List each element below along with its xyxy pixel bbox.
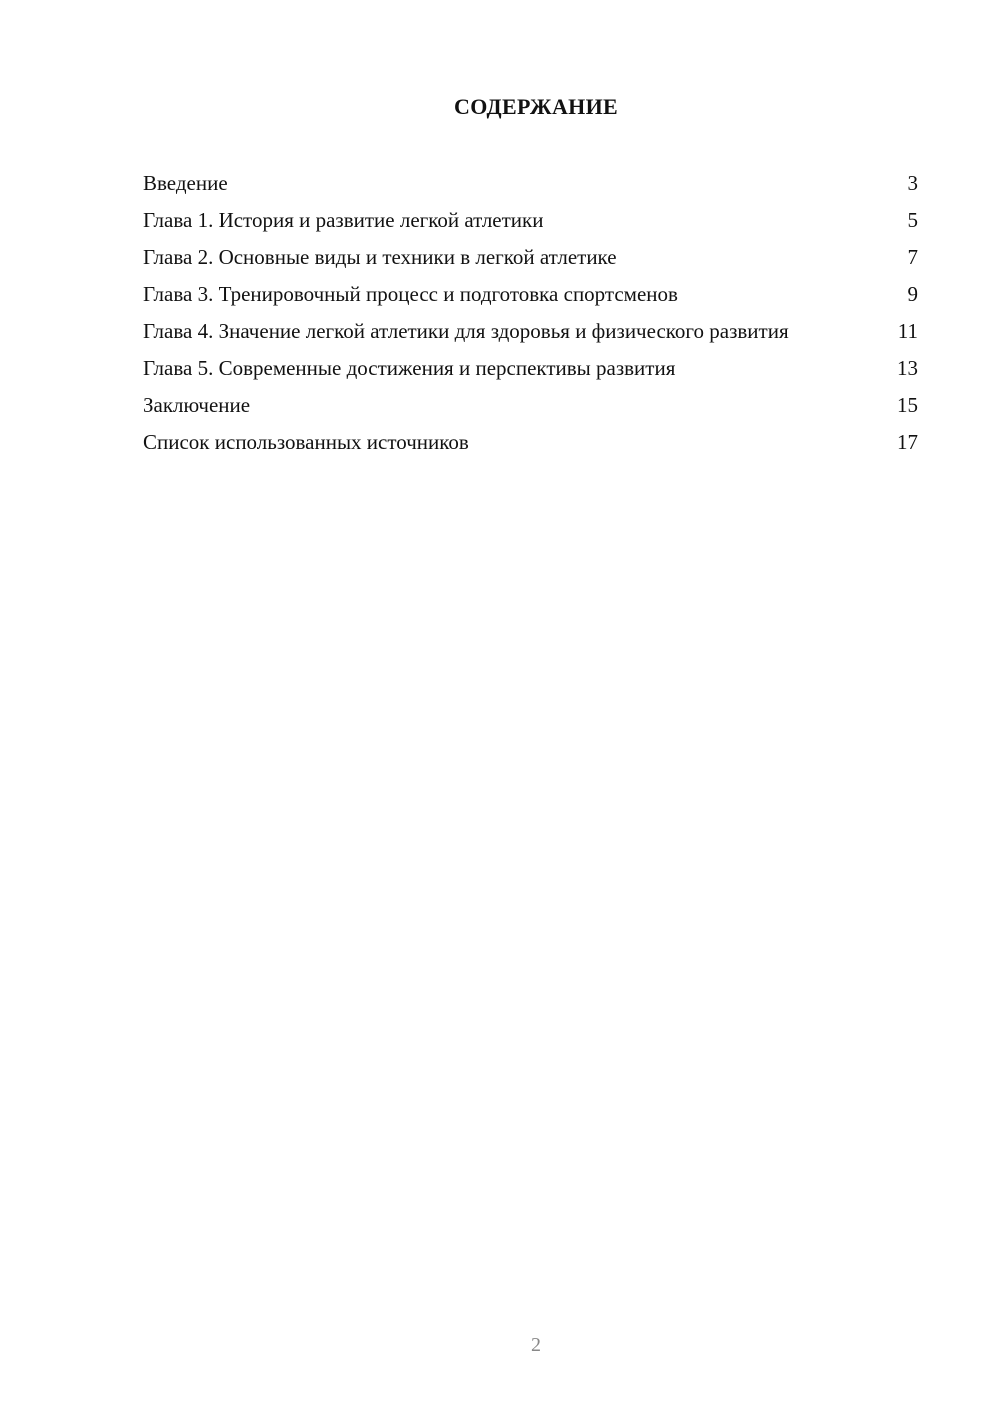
- toc-entry-page: 7: [907, 245, 918, 269]
- toc-entry-label: Глава 4. Значение легкой атлетики для здоровья и физического развития: [143, 319, 789, 343]
- toc-entry-page: 15: [897, 393, 918, 417]
- toc-entry-label: Список использованных источников: [143, 430, 469, 454]
- toc-entry-chapter-3: [143, 281, 918, 308]
- toc-entry-page: 3: [907, 171, 918, 195]
- toc-entry-page: 13: [897, 356, 918, 380]
- toc-entry-conclusion: [143, 392, 918, 419]
- toc-entry-label: Глава 5. Современные достижения и перспективы развития: [143, 356, 676, 380]
- page-number: 2: [531, 1334, 541, 1356]
- toc-entry-label: Глава 3. Тренировочный процесс и подготовка спортсменов: [143, 282, 678, 306]
- toc-entry-page: 5: [907, 208, 918, 232]
- toc-entry-label: Заключение: [143, 393, 251, 417]
- toc-entry-chapter-4: [143, 318, 918, 345]
- toc-entry-label: Глава 1. История и развитие легкой атлетики: [143, 208, 544, 232]
- toc-entry-label: Глава 2. Основные виды и техники в легкой атлетике: [143, 245, 617, 269]
- toc-entry-page: 11: [897, 319, 918, 343]
- toc-entry-chapter-5: [143, 355, 918, 382]
- toc-entry-page: 17: [897, 430, 918, 454]
- toc-entry-label: Введение: [143, 171, 228, 195]
- toc-entry-page: 9: [907, 282, 918, 306]
- toc-entry-introduction: [143, 170, 918, 197]
- toc-entry-references: [143, 429, 918, 456]
- page-title: СОДЕРЖАНИЕ: [454, 94, 618, 119]
- toc-entry-chapter-2: [143, 244, 918, 271]
- toc-entry-chapter-1: [143, 207, 918, 234]
- table-of-contents: [143, 170, 918, 466]
